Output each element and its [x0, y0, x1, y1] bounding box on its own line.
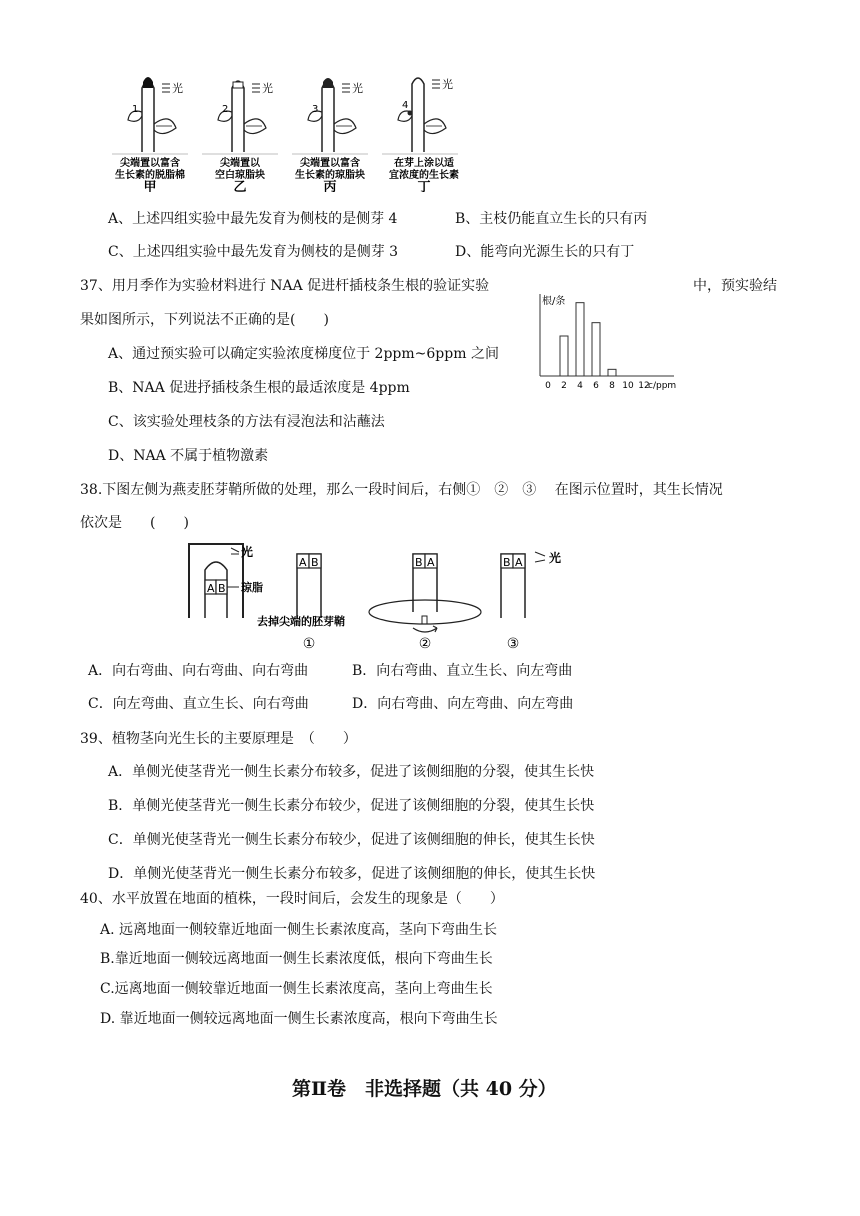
- caption-ding-2: 宜浓度的生长素: [389, 170, 459, 181]
- bar-8: [608, 369, 616, 376]
- light-label: 光: [172, 82, 183, 95]
- x-tick-8: 8: [609, 381, 615, 391]
- light-arrow-icon: [162, 84, 170, 92]
- agar-label: 琼脂: [241, 581, 263, 594]
- bud-number-1: 1: [132, 104, 139, 115]
- q38-option-c: C．向左弯曲、直立生长、向右弯曲: [88, 696, 309, 712]
- light-label: 光: [241, 545, 254, 559]
- rotating-disc: [369, 600, 481, 624]
- block-a-label: A: [299, 556, 307, 569]
- q40-option-d: D. 靠近地面一侧较远离地面一侧生长素浓度高，根向下弯曲生长: [100, 1011, 498, 1027]
- q36-option-c: C、上述四组实验中最先发育为侧枝的是侧芽 3: [108, 244, 399, 260]
- caption-bing-1: 尖端置以富含: [300, 158, 360, 169]
- q38-stem-line1: 38.下图左侧为燕麦胚芽鞘所做的处理，那么一段时间后，右侧① ② ③ 在图示位置时，其生长情况: [80, 482, 723, 498]
- caption-jia-1: 尖端置以富含: [120, 158, 180, 169]
- light-arrow-icon: [252, 84, 260, 92]
- bar-6: [592, 323, 600, 376]
- x-tick-6: 6: [593, 381, 599, 391]
- coleoptile-1: [257, 554, 345, 652]
- caption-jia-2: 生长素的脱脂棉: [115, 170, 185, 181]
- x-tick-2: 2: [561, 381, 567, 391]
- shoot-yi: [202, 81, 278, 192]
- light-ray-icon: [231, 548, 239, 554]
- q40-option-a: A. 远离地面一侧较靠近地面一侧生长素浓度高，茎向下弯曲生长: [100, 922, 498, 938]
- block-b-label: B: [311, 556, 319, 569]
- light-arrow-icon: [432, 80, 440, 88]
- q38-option-a: A．向右弯曲、向右弯曲、向右弯曲: [88, 663, 309, 679]
- bud-number-3: 3: [312, 104, 319, 115]
- y-axis-label: 根/条: [542, 296, 566, 307]
- bar-4: [576, 303, 584, 376]
- q37-option-a: A、通过预实验可以确定实验浓度梯度位于 2ppm~6ppm 之间: [108, 346, 499, 362]
- label-ding: 丁: [417, 180, 431, 192]
- q36-option-b: B、主枝仍能直立生长的只有丙: [455, 211, 648, 227]
- light-label: 光: [352, 82, 363, 95]
- shoot-jia: [112, 77, 188, 192]
- label-bing: 丙: [323, 180, 337, 192]
- block-b-label: B: [503, 556, 511, 569]
- rotate-arrow-icon: [413, 628, 437, 632]
- bar-2: [560, 336, 568, 376]
- q38-option-b: B．向右弯曲、直立生长、向左弯曲: [352, 663, 573, 679]
- x-axis-label: c/ppm: [648, 381, 677, 391]
- q37-stem-line2: 果如图所示，下列说法不正确的是( ): [80, 312, 329, 328]
- number-3: ③: [506, 636, 520, 652]
- light-ray-icon: [535, 552, 545, 562]
- q37-option-b: B、NAA 促进抒插枝条生根的最适浓度是 4ppm: [108, 380, 410, 396]
- bud-number-4: 4: [402, 100, 409, 111]
- rooting-bar-chart: [530, 286, 680, 396]
- block-a-label: A: [427, 556, 435, 569]
- caption-ding-1: 在芽上涂以适: [394, 158, 454, 169]
- auxin-coating: [408, 111, 413, 116]
- q39-option-b: B．单侧光使茎背光一侧生长素分布较少，促进了该侧细胞的分裂，使其生长快: [108, 798, 595, 814]
- shoot-ding: [382, 77, 459, 192]
- caption-bing-2: 生长素的琼脂块: [295, 170, 365, 181]
- q36-option-d: D、能弯向光源生长的只有丁: [455, 244, 635, 260]
- q40-stem: 40、水平放置在地面的植株，一段时间后，会发生的现象是（ ）: [80, 891, 504, 907]
- q39-option-d: D．单侧光使茎背光一侧生长素分布较多，促进了该侧细胞的伸长，使其生长快: [108, 866, 596, 882]
- q40-option-c: C.远离地面一侧较靠近地面一侧生长素浓度高，茎向上弯曲生长: [100, 981, 493, 997]
- light-label: 光: [262, 82, 273, 95]
- light-label: 光: [549, 551, 562, 565]
- number-1: ①: [302, 636, 316, 652]
- q37-option-d: D、NAA 不属于植物激素: [108, 448, 269, 464]
- figure-36-shoot-experiments: [110, 68, 472, 192]
- shoot-bing: [292, 78, 368, 192]
- q38-option-d: D．向右弯曲、向左弯曲、向左弯曲: [352, 696, 574, 712]
- number-2: ②: [418, 636, 432, 652]
- block-a-label: A: [515, 556, 523, 569]
- bud-number-2: 2: [222, 104, 229, 115]
- x-tick-12: 12: [638, 381, 650, 391]
- treated-coleoptile: [189, 544, 263, 618]
- caption-yi-1: 尖端置以: [220, 158, 260, 169]
- x-tick-0: 0: [545, 381, 551, 391]
- cotton-block: [143, 77, 153, 88]
- q40-option-b: B.靠近地面一侧较远离地面一侧生长素浓度低，根向下弯曲生长: [100, 951, 493, 967]
- light-arrow-icon: [342, 84, 350, 92]
- label-jia: 甲: [143, 180, 157, 192]
- caption-yi-2: 空白琼脂块: [215, 170, 265, 181]
- block-a-label: A: [207, 582, 215, 595]
- q39-stem: 39、植物茎向光生长的主要原理是 （ ）: [80, 731, 357, 747]
- block-b-label: B: [218, 582, 226, 595]
- q37-stem-part2: 中，预实验结: [693, 278, 777, 294]
- auxin-agar-block: [323, 78, 333, 88]
- q37-option-c: C、该实验处理枝条的方法有浸泡法和沾蘸法: [108, 414, 385, 430]
- x-tick-10: 10: [622, 381, 634, 391]
- q37-stem-part1: 37、用月季作为实验材料进行 NAA 促进杆插枝条生根的验证实验: [80, 278, 490, 294]
- agar-block: [233, 82, 243, 88]
- x-tick-4: 4: [577, 381, 583, 391]
- q38-stem-line2: 依次是 ( ): [80, 515, 189, 531]
- q39-option-a: A．单侧光使茎背光一侧生长素分布较多，促进了该侧细胞的分裂，使其生长快: [108, 764, 595, 780]
- q39-option-c: C．单侧光使茎背光一侧生长素分布较少，促进了该侧细胞的伸长，使其生长快: [108, 832, 595, 848]
- block-b-label: B: [415, 556, 423, 569]
- coleoptile-2: [369, 554, 481, 652]
- removed-tip-caption: 去掉尖端的胚芽鞘: [257, 615, 345, 628]
- label-yi: 乙: [233, 180, 247, 192]
- section-title: 第Ⅱ卷 非选择题（共 40 分）: [292, 1078, 557, 1100]
- q36-option-a: A、上述四组实验中最先发育为侧枝的是侧芽 4: [108, 211, 398, 227]
- light-label: 光: [442, 78, 453, 91]
- coleoptile-3: [501, 550, 561, 652]
- figure-38-coleoptiles: [185, 540, 575, 654]
